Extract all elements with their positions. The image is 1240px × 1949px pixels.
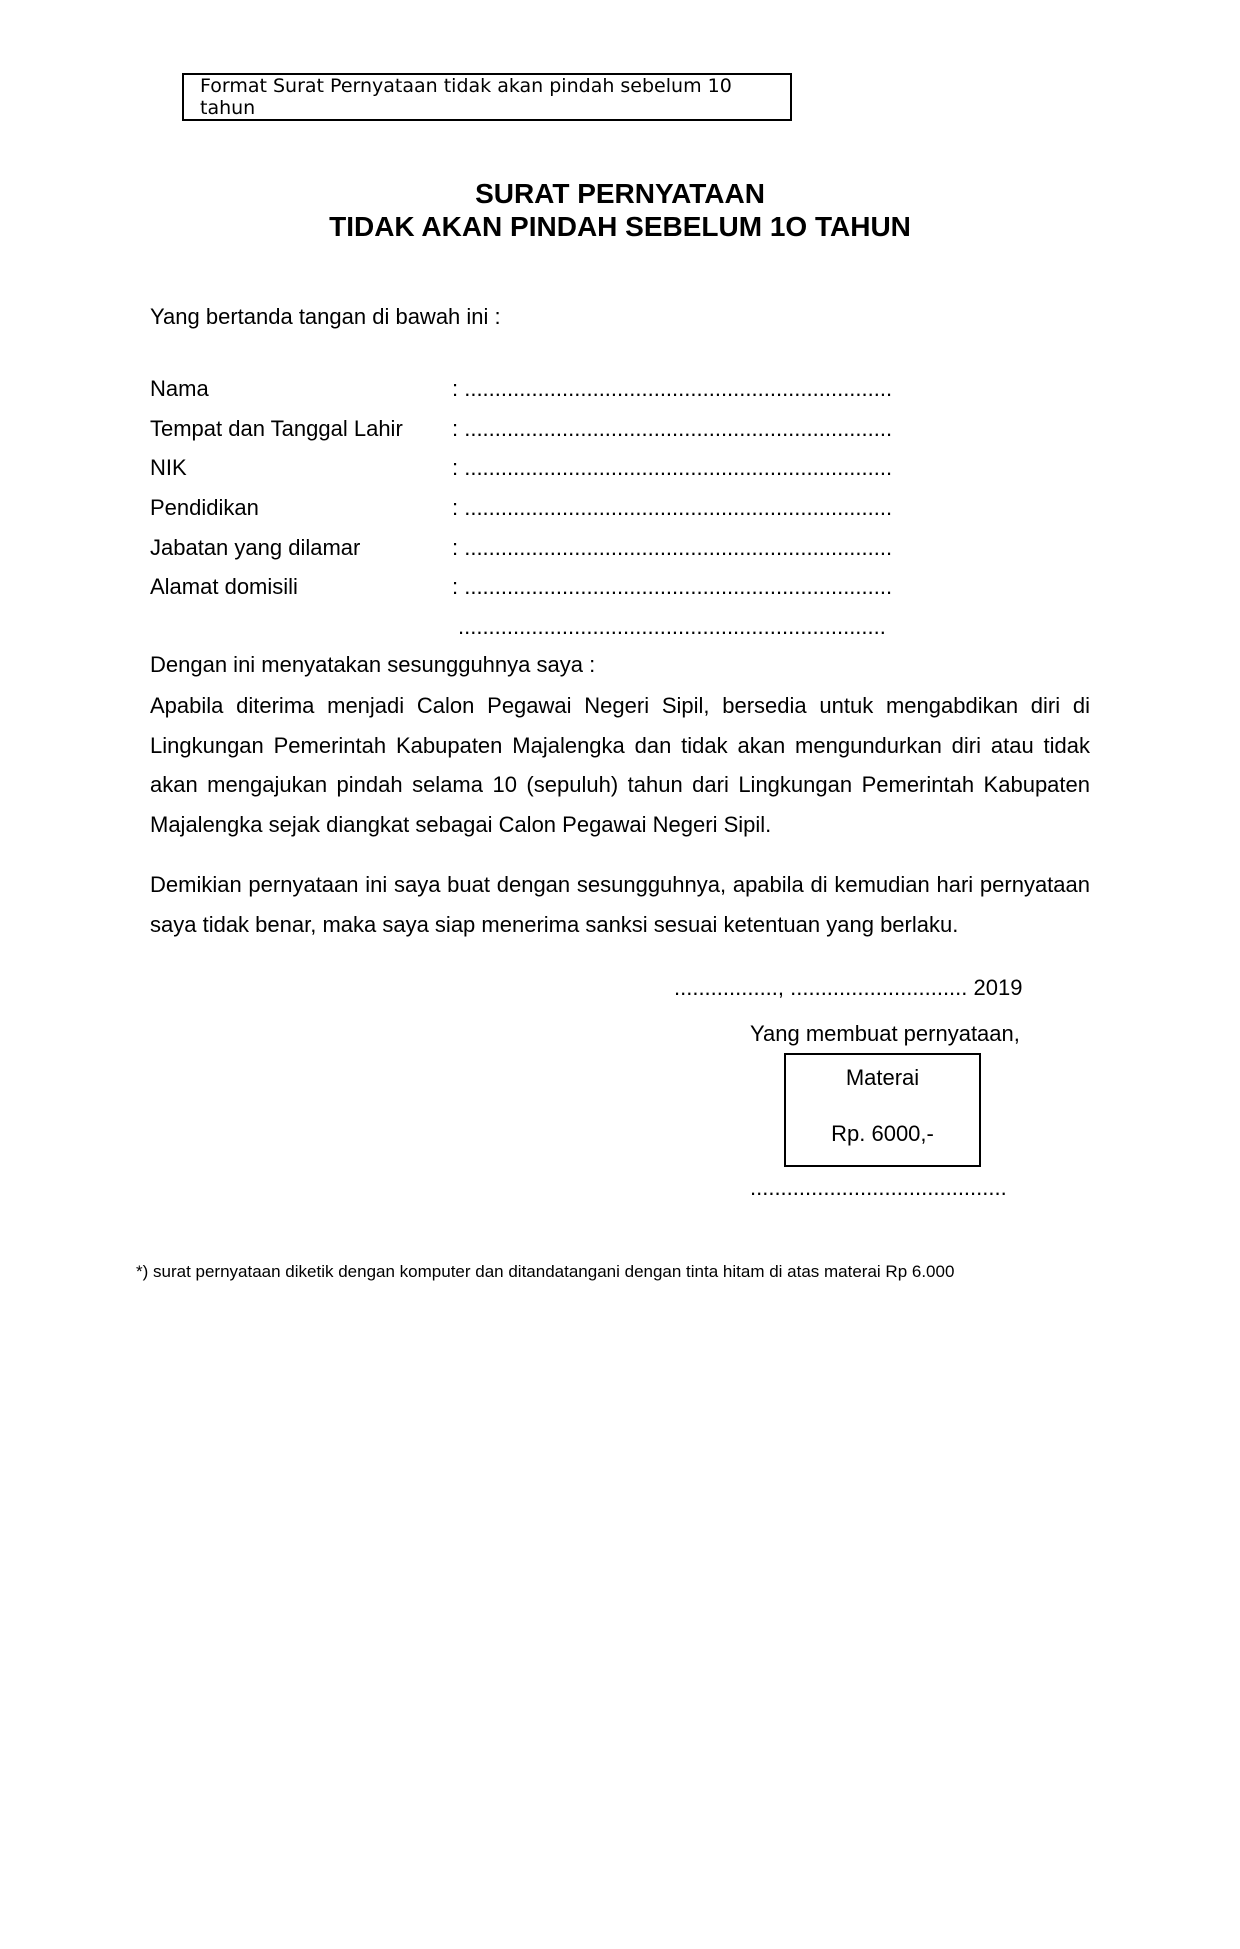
field-label: Jabatan yang dilamar (150, 535, 361, 560)
field-row-alamat-continued (150, 614, 900, 644)
field-row-alamat (150, 574, 900, 604)
intro-text: Yang bertanda tangan di bawah ini : (150, 304, 501, 329)
field-value-dots: : ...................................................................... (452, 574, 893, 599)
field-label: Tempat dan Tanggal Lahir (150, 416, 403, 441)
signer-label: Yang membuat pernyataan, (750, 1021, 1020, 1046)
statement-lead: Dengan ini menyatakan sesungguhnya saya : (150, 652, 596, 677)
field-value-dots: : ...................................................................... (452, 455, 893, 480)
closing-paragraph: Demikian pernyataan ini saya buat dengan sesungguhnya, apabila di kemudian hari pernyataan saya tidak benar, maka saya siap menerima sanksi sesuai ketentuan yang berlaku. (150, 872, 1090, 937)
field-value-dots: : ...................................................................... (452, 416, 893, 441)
place-date-line: ................., ............................. 2019 (674, 975, 1023, 1000)
field-value-dots: : ...................................................................... (452, 535, 893, 560)
format-label-box (182, 73, 792, 121)
field-row-nama (150, 376, 900, 406)
document-title-line1: SURAT PERNYATAAN (475, 178, 765, 209)
field-label: Alamat domisili (150, 574, 298, 599)
footnote: *) surat pernyataan diketik dengan komputer dan ditandatangani dengan tinta hitam di atas materai Rp 6.000 (136, 1262, 955, 1281)
stamp-label: Materai (845, 1065, 920, 1090)
field-value-dots: ...................................................................... (458, 614, 886, 639)
stamp-duty-box (784, 1053, 981, 1167)
field-value-dots: : ...................................................................... (452, 376, 893, 401)
field-value-dots: : ...................................................................... (452, 495, 893, 520)
document-title-line2: TIDAK AKAN PINDAH SEBELUM 1O TAHUN (329, 211, 911, 242)
field-label: Nama (150, 376, 209, 401)
field-row-jabatan (150, 535, 900, 565)
field-row-ttl (150, 416, 900, 446)
format-label: Format Surat Pernyataan tidak akan pindah sebelum 10 tahun (200, 75, 732, 119)
field-row-nik (150, 455, 900, 485)
stamp-amount: Rp. 6000,- (831, 1121, 934, 1146)
signature-line: .......................................... (750, 1175, 1007, 1200)
field-label: NIK (150, 455, 187, 480)
statement-paragraph: Apabila diterima menjadi Calon Pegawai Negeri Sipil, bersedia untuk mengabdikan diri di Lingkungan Pemerintah Kabupaten Majalengka dan tidak akan mengundurkan diri atau tidak akan mengajukan pindah selama 10 (sepuluh) tahun dari Lingkungan Pemerintah Kabupaten Majalengka sejak diangkat sebagai Calon Pegawai Negeri Sipil. (150, 693, 1090, 837)
field-label: Pendidikan (150, 495, 259, 520)
field-row-pendidikan (150, 495, 900, 525)
